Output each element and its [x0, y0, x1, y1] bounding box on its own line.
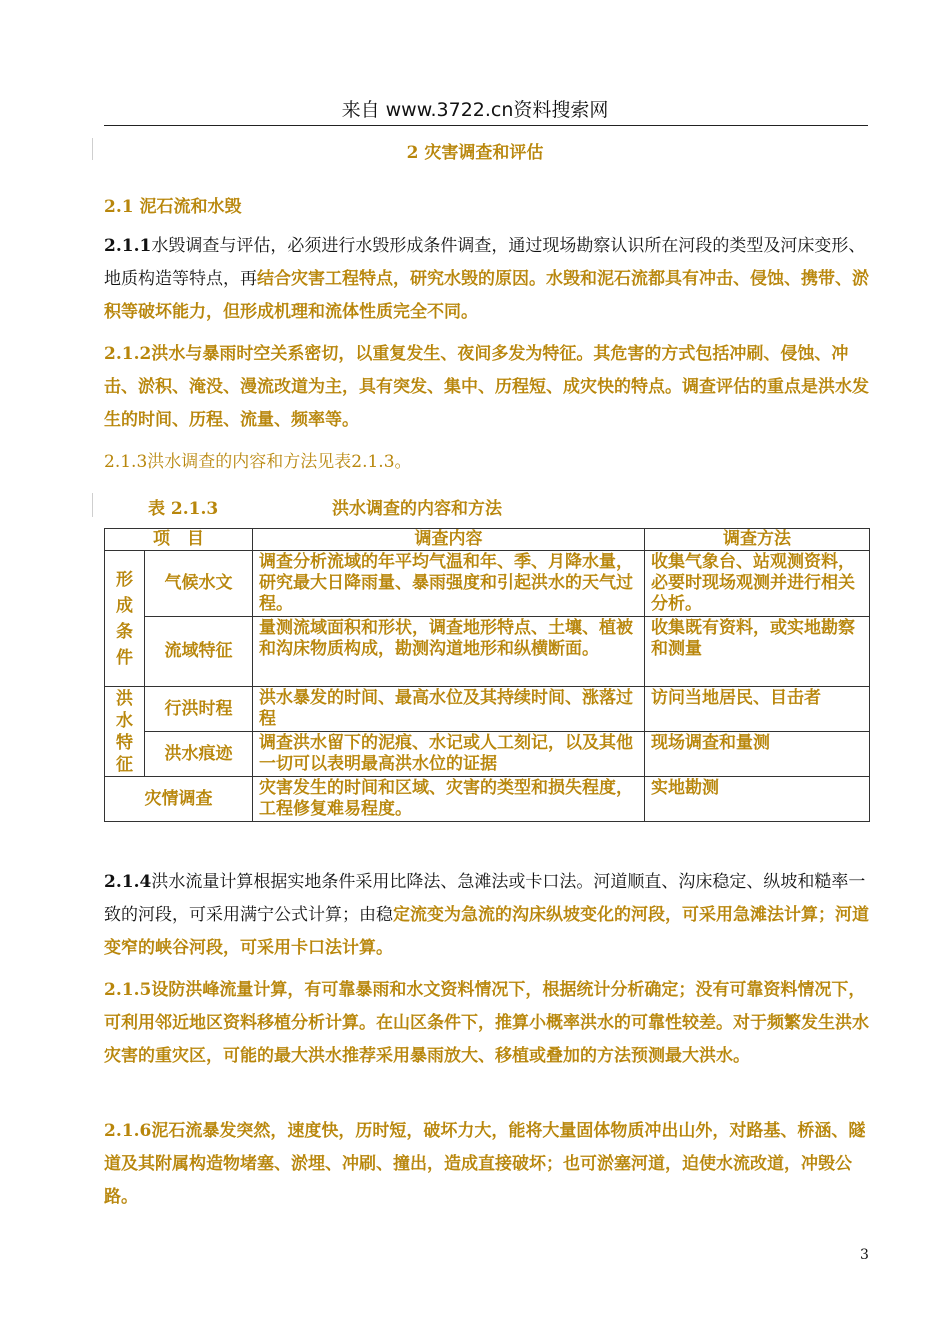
row-method: 收集气象台、站观测资料，必要时现场观测并进行相关分析。	[645, 551, 870, 617]
table-row	[105, 551, 870, 617]
table-caption-title: 洪水调查的内容和方法	[332, 499, 502, 519]
paragraph-text: 结合灾害工程特点，研究水毁的原因。水毁和泥石流都具有冲击、侵蚀、携带、淤积等破坏能力，但形成机理和流体性质完全不同。	[104, 269, 869, 322]
header-method: 调查方法	[645, 529, 870, 551]
paragraph-2-1-1	[104, 230, 872, 329]
header-item: 项 目	[105, 529, 253, 551]
row-method: 现场调查和量测	[645, 732, 870, 777]
header-content: 调查内容	[253, 529, 645, 551]
table-header-row	[105, 529, 870, 551]
group-label: 形成条件	[116, 569, 133, 668]
chapter-title: 2 灾害调查和评估	[406, 143, 544, 163]
row-content: 灾害发生的时间和区域、灾害的类型和损失程度，工程修复难易程度。	[253, 777, 645, 822]
paragraph-2-1-5: 2.1.5设防洪峰流量计算，有可靠暴雨和水文资料情况下，根据统计分析确定；没有可靠资料情况下，可利用邻近地区资料移植分析计算。在山区条件下，推算小概率洪水的可靠性较差。对于频繁发生洪水灾害的重灾区，可能的最大洪水推荐采用暴雨放大、移植或叠加的方法预测最大洪水。	[104, 980, 869, 1066]
row-name: 灾情调查	[105, 777, 253, 822]
section-title: 2.1 泥石流和水毁	[104, 197, 242, 217]
paragraph-text: 洪水流量计算根据实地条件采用比降法、急滩法或卡口法。河道顺直、沟床稳定、纵坡和糙率一致的河段，可采用满宁公式计算；由稳	[104, 872, 866, 925]
row-content: 调查洪水留下的泥痕、水记或人工刻记，以及其他一切可以表明最高洪水位的证据	[253, 732, 645, 777]
paragraph-2-1-3: 2.1.3洪水调查的内容和方法见表2.1.3。	[104, 452, 412, 472]
page-number: 3	[860, 1247, 869, 1263]
table-row	[105, 687, 870, 732]
paragraph-2-1-6: 2.1.6泥石流暴发突然，速度快，历时短，破坏力大，能将大量固体物质冲出山外，对路基、桥涵、隧道及其附属构造物堵塞、淤埋、冲刷、撞出，造成直接破坏；也可淤塞河道，迫使水流改道，冲毁公路。	[104, 1121, 866, 1207]
row-content: 洪水暴发的时间、最高水位及其持续时间、涨落过程	[253, 687, 645, 732]
paragraph-text: 水毁调查与评估，必须进行水毁形成条件调查，通过现场勘察认识所在河段的类型及河床变形、地质构造等特点，再	[104, 236, 866, 289]
table-caption-number: 表 2.1.3	[148, 499, 219, 519]
flood-survey-table	[104, 528, 870, 822]
table-row	[105, 777, 870, 822]
row-name: 流域特征	[145, 617, 253, 687]
paragraph-2-1-4	[104, 866, 872, 965]
group-flood-characteristics	[105, 687, 145, 777]
row-method: 收集既有资料，或实地勘察和测量	[645, 617, 870, 687]
paragraph-text: 定流变为急流的沟床纵坡变化的河段，可采用急滩法计算；河道变窄的峡谷河段，可采用卡口法计算。	[104, 905, 869, 958]
header-rule	[104, 125, 868, 126]
margin-mark	[92, 493, 93, 517]
table-row	[105, 732, 870, 777]
table-row	[105, 617, 870, 687]
group-label: 洪水特征	[116, 688, 133, 775]
clause-number: 2.1.4	[104, 872, 152, 892]
paragraph-2-1-2: 2.1.2洪水与暴雨时空关系密切，以重复发生、夜间多发为特征。其危害的方式包括冲刷、侵蚀、冲击、淤积、淹没、漫流改道为主，具有突发、集中、历程短、成灾快的特点。调查评估的重点是洪水发生的时间、历程、流量、频率等。	[104, 344, 869, 430]
group-formation-conditions	[105, 551, 145, 687]
clause-number: 2.1.1	[104, 236, 152, 256]
row-name: 气候水文	[145, 551, 253, 617]
page-header: 来自 www.3722.cn资料搜索网	[341, 99, 609, 121]
row-content: 调查分析流域的年平均气温和年、季、月降水量，研究最大日降雨量、暴雨强度和引起洪水的天气过程。	[253, 551, 645, 617]
row-method: 实地勘测	[645, 777, 870, 822]
row-name: 行洪时程	[145, 687, 253, 732]
row-content: 量测流域面积和形状，调查地形特点、土壤、植被和沟床物质构成，勘测沟道地形和纵横断面。	[253, 617, 645, 687]
row-name: 洪水痕迹	[145, 732, 253, 777]
row-method: 访问当地居民、目击者	[645, 687, 870, 732]
